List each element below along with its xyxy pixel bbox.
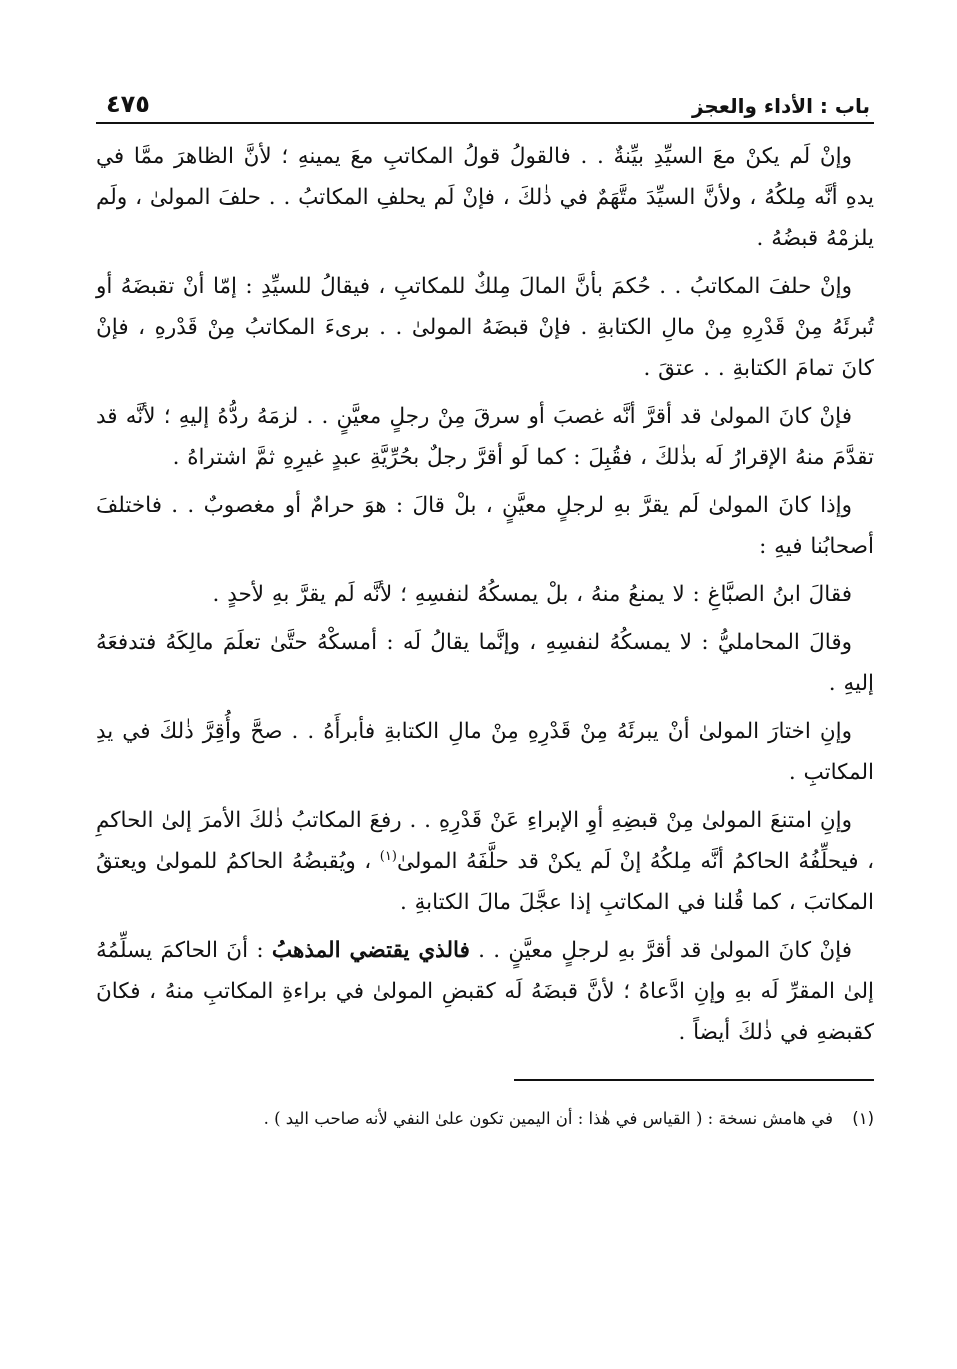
paragraph-4: وإذا كانَ المولىٰ لَم يقرَّ بهِ لرجلٍ معيَّنٍ ، بلْ قالَ : هوَ حرامٌ أو مغصوبٌ . . فاختلفَ أصحابُنا فيهِ : — [96, 493, 874, 559]
paragraph-1: وإنْ لَم يكنْ معَ السيِّدِ بيِّنةٌ . . فالقولُ قولُ المكاتبِ معَ يمينهِ ؛ لأنَّ الظاهرَ ممَّا في يدهِ أنَّه مِلكُهُ ، ولأنَّ السيِّدَ متَّهَمٌ في ذٰلكَ ، فإنْ لَم يحلفِ المكاتبُ . . حلفَ المولىٰ ، ولَم يلزمْهُ قبضُهُ . — [96, 144, 874, 251]
paragraph-9-start: فإنْ كانَ المولىٰ قد أقرَّ بهِ لرجلٍ معيَّنٍ . . — [478, 938, 852, 963]
paragraph-8 — [96, 800, 874, 923]
paragraph-8-start: وإنِ امتنعَ المولىٰ مِنْ قبضِهِ أوِ الإبراءِ عَنْ قَدْرِهِ . . رفعَ المكاتبُ ذٰلكَ الأمرَ إلىٰ الحاكمِ ، فيحلِّفُهُ الحاكمُ أنَّه مِلكُهُ إنْ لَم يكنْ قد حلَّفَهُ المولىٰ — [96, 808, 875, 874]
paragraph-8-end: ، ويُقبضُهُ الحاكمُ للمولىٰ ويعتقُ المكاتبَ ، كما قُلنا في المكاتبِ إذا عجَّلَ مالَ الكتابةِ . — [96, 849, 874, 915]
paragraph-6: وقالَ المحامليُّ : لا يمسكُهُ لنفسِهِ ، وإنَّما يقالُ لَه : أمسكْهُ حتَّىٰ تعلَمَ مالِكَهُ فتدفعَهُ إليهِ . — [96, 630, 874, 696]
page-header — [96, 80, 874, 124]
paragraph-9 — [96, 930, 874, 1053]
paragraph-7: وإنِ اختارَ المولىٰ أنْ يبرئَهُ مِنْ قَدْرِهِ مِنْ مالِ الكتابةِ فأبرأَهُ . . صحَّ وأُقِرَّ ذٰلكَ في يدِ المكاتبِ . — [96, 719, 874, 785]
footnote-text: في هامش نسخة : ( القياس في هٰذا : أن اليمين تكون علىٰ النفي لأنه صاحب اليد ) . — [263, 1109, 833, 1128]
footnote-divider — [514, 1079, 874, 1081]
paragraph-2: وإنْ حلفَ المكاتبُ . . حُكمَ بأنَّ المالَ مِلكٌ للمكاتبِ ، فيقالُ للسيِّدِ : إمّا أنْ تقبضَهُ أو تُبرئَهُ مِنْ قَدْرِهِ مِنْ مالِ الكتابةِ . فإنْ قبضَهُ المولىٰ . . برىءَ المكاتبُ مِنْ قَدْرهِ ، فإنْ كانَ تمامَ الكتابةِ . . عتقَ . — [96, 274, 874, 381]
main-text — [96, 136, 874, 1053]
paragraph-9-end: : أنَ الحاكمَ يسلِّمُهُ إلىٰ المقرِّ لَه بهِ وإنِ ادَّعاهُ ؛ لأنَّ قبضَهُ لَه كقبضِ المولىٰ في براءةِ المكاتبِ منهُ ، فكانَ كقبضهِ في ذٰلكَ أيضاً . — [96, 938, 874, 1045]
bold-term: فالذي يقتضي المذهبُ — [271, 938, 470, 963]
paragraph-5: فقالَ ابنُ الصبَّاغِ : لا يمنعُ منهُ ، بلْ يمسكُهُ لنفسِهِ ؛ لأنَّه لَم يقرَّ بهِ لأحدٍ . — [212, 582, 852, 607]
running-title: باب : الأداء والعجز — [691, 94, 870, 118]
book-page — [96, 80, 874, 1133]
footnote-number: (١) — [852, 1109, 874, 1128]
footnote — [96, 1105, 874, 1133]
footnote-reference[interactable]: (١) — [379, 848, 397, 864]
page-number: ٤٧٥ — [106, 90, 150, 118]
paragraph-3: فإنْ كانَ المولىٰ قد أقرَّ أنَّه غصبَ أو سرقَ مِنْ رجلٍ معيَّنٍ . . لزمَهُ ردُّهُ إليهِ ؛ لأنَّه قد تقدَّمَ منهُ الإقرارُ لَه بذٰلكَ ، فقُبِلَ : كما لَو أقرَّ رجلٌ بحُرِّيَّةِ عبدٍ غيرِهِ ثمَّ اشتراهُ . — [96, 404, 874, 470]
